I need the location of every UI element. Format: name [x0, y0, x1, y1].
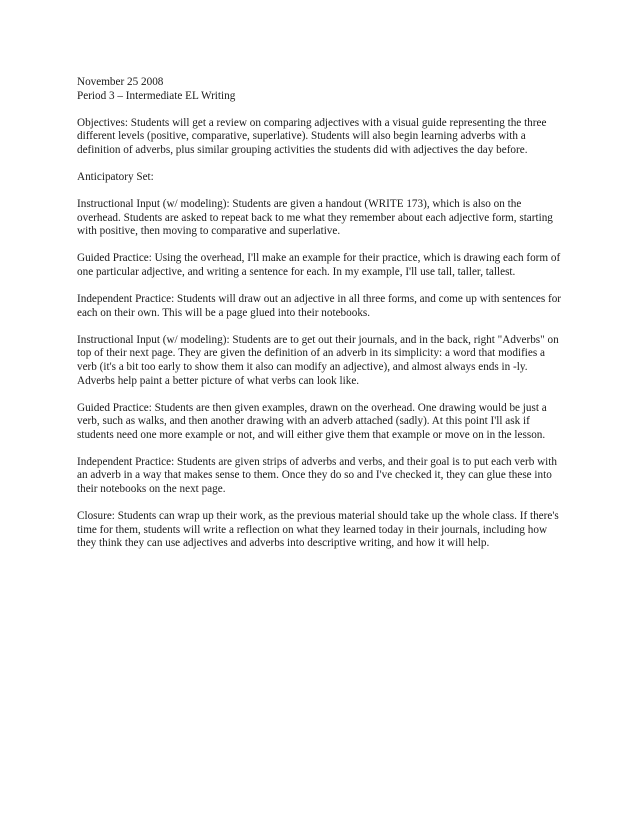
class-period-title: Period 3 – Intermediate EL Writing — [77, 89, 236, 102]
anticipatory-set-heading: Anticipatory Set: — [77, 170, 154, 183]
document-date: November 25 2008 — [77, 76, 164, 88]
independent-practice-adverbs-paragraph: Independent Practice: Students are given strips of adverbs and verbs, and their goal is to put each verb with an adverb in a way that makes sense to them. Once they do so and I've checked it, they can glue these into their notebooks on the next page. — [77, 455, 557, 496]
independent-practice-adjectives-paragraph: Independent Practice: Students will draw out an adjective in all three forms, and come up with sentences for each on their own. This will be a page glued into their notebooks. — [77, 293, 562, 319]
guided-practice-adverbs-paragraph: Guided Practice: Students are then given examples, drawn on the overhead. One drawing would be just a verb, such as walks, and then another drawing with an adverb attached (sadly). At this point I'll ask if students need one more example or not, and will either give them that example or move on in the lesson. — [77, 401, 547, 441]
guided-practice-adjectives-paragraph: Guided Practice: Using the overhead, I'll make an example for their practice, which is drawing each form of one particular adjective, and writing a sentence for each. In my example, I'll use tall, taller, tallest. — [77, 252, 561, 278]
instructional-input-adverbs-paragraph: Instructional Input (w/ modeling): Students are to get out their journals, and in the back, right "Adverbs" on top of their next page. They are given the definition of an adverb in its simplicity: a word that modifies a verb (it's a bit too early to show them it also can modify an adjective), and almost always ends in -ly. Adverbs help paint a better picture of what verbs can look like. — [77, 333, 559, 387]
closure-paragraph: Closure: Students can wrap up their work, as the previous material should take up the whole class. If there's time for them, students will write a reflection on what they learned today in their journals, including how they think they can use adjectives and adverbs into descriptive writing, and how it will help. — [77, 510, 559, 550]
lesson-plan-document — [77, 76, 563, 551]
objectives-paragraph: Objectives: Students will get a review on comparing adjectives with a visual guide representing the three different levels (positive, comparative, superlative). Students will also begin learning adverbs with a definition of adverbs, plus similar grouping activities the students did with adjectives the day before. — [77, 116, 547, 156]
instructional-input-adjectives-paragraph: Instructional Input (w/ modeling): Students are given a handout (WRITE 173), which is also on the overhead. Students are asked to repeat back to me what they remember about each adjective form, starting with positive, then moving to comparative and superlative. — [77, 198, 553, 238]
